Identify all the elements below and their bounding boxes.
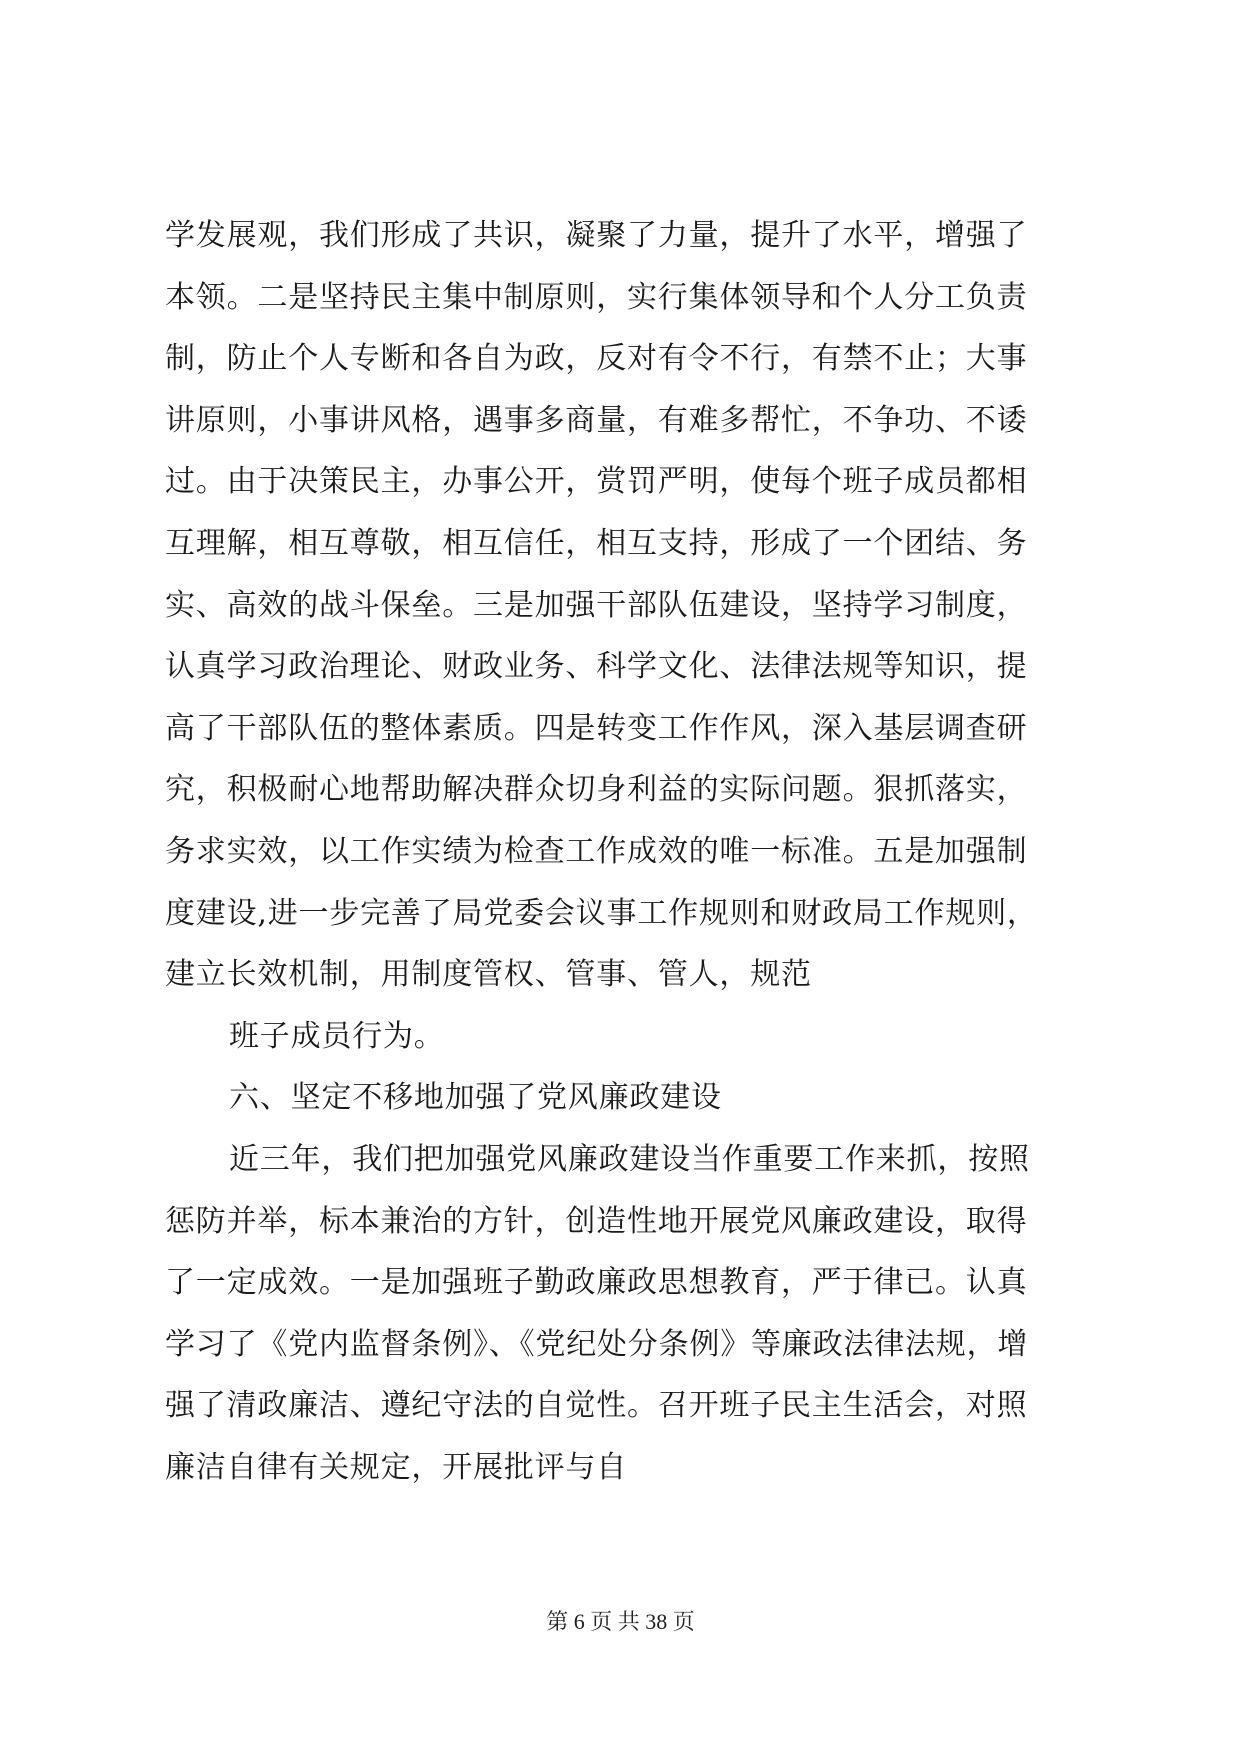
text-line: 互理解，相互尊敬，相互信任，相互支持，形成了一个团结、务	[165, 525, 1028, 561]
text-line: 认真学习政治理论、财政业务、科学文化、法律法规等知识，提	[165, 649, 1028, 685]
text-line: 班子成员行为。	[229, 1018, 445, 1054]
text-line: 本领。二是坚持民主集中制原则，实行集体领导和个人分工负责	[165, 279, 1028, 315]
text-line: 廉洁自律有关规定，开展批评与自	[165, 1449, 627, 1485]
text-line: 惩防并举，标本兼治的方针，创造性地开展党风廉政建设，取得	[165, 1203, 1028, 1239]
text-line: 讲原则，小事讲风格，遇事多商量，有难多帮忙，不争功、不诿	[165, 402, 1028, 438]
text-line: 实、高效的战斗保垒。三是加强干部队伍建设，坚持学习制度，	[165, 587, 1028, 623]
text-line: 过。由于决策民主，办事公开，赏罚严明，使每个班子成员都相	[165, 464, 1028, 500]
text-line: 究，积极耐心地帮助解决群众切身利益的实际问题。狠抓落实，	[165, 772, 1028, 808]
text-line: 制，防止个人专断和各自为政，反对有令不行，有禁不止；大事	[165, 341, 1028, 377]
text-line: 近三年，我们把加强党风廉政建设当作重要工作来抓，按照	[229, 1141, 1030, 1177]
section-heading: 六、坚定不移地加强了党风廉政建设	[229, 1080, 722, 1116]
text-line: 学习了《党内监督条例》、《党纪处分条例》等廉政法律法规，增	[165, 1326, 1029, 1362]
text-line: 高了干部队伍的整体素质。四是转变工作作风，深入基层调查研	[165, 710, 1028, 746]
document-body	[165, 205, 1085, 1498]
text-line: 建立长效机制，用制度管权、管事、管人，规范	[165, 957, 812, 993]
text-line: 度建设,进一步完善了局党委会议事工作规则和财政局工作规则，	[165, 895, 1038, 931]
text-line: 学发展观，我们形成了共识，凝聚了力量，提升了水平，增强了	[165, 218, 1028, 253]
page-number-footer: 第 6 页 共 38 页	[546, 1609, 695, 1634]
text-line: 务求实效，以工作实绩为检查工作成效的唯一标准。五是加强制	[165, 833, 1028, 869]
text-line: 强了清政廉洁、遵纪守法的自觉性。召开班子民主生活会，对照	[165, 1388, 1028, 1424]
text-line: 了一定成效。一是加强班子勤政廉政思想教育，严于律已。认真	[165, 1265, 1028, 1301]
